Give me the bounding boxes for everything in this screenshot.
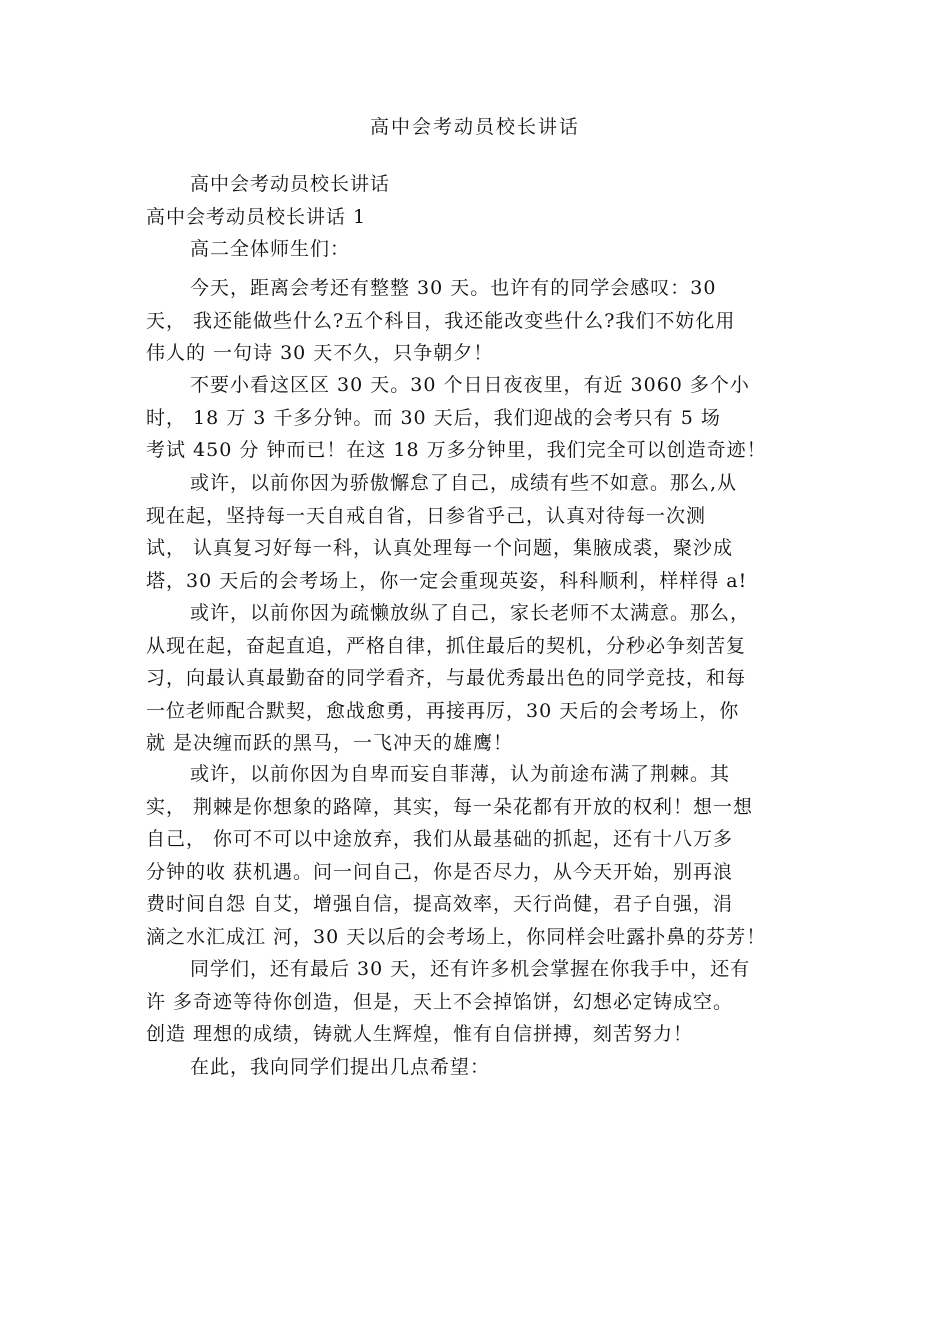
paragraph-line: 不要小看这区区 30 天。30 个日日夜夜里，有近 3060 多个小 xyxy=(190,374,750,396)
paragraph-line: 塔，30 天后的会考场上，你一定会重现英姿，科科顺利，样样得 a! xyxy=(146,569,748,592)
paragraph-3 xyxy=(146,467,826,597)
paragraph-line: 从现在起，奋起直追，严格自律，抓住最后的契机，分秒必争刻苦复 xyxy=(146,634,747,657)
paragraph-6 xyxy=(146,953,826,1083)
document-heading: 高中会考动员校长讲话 xyxy=(190,173,391,195)
paragraph-line: 时， 18 万 3 千多分钟。而 30 天后，我们迎战的会考只有 5 场 xyxy=(146,406,721,429)
paragraph-line: 天， 我还能做些什么?五个科目，我还能改变些什么?我们不妨化用 xyxy=(146,309,736,332)
paragraph-1 xyxy=(146,272,826,370)
paragraph-line: 滴之水汇成江 河，30 天以后的会考场上，你同样会吐露扑鼻的芬芳！ xyxy=(146,925,767,948)
paragraph-line: 伟人的 一句诗 30 天不久，只争朝夕！ xyxy=(146,342,494,364)
paragraph-4 xyxy=(146,597,826,760)
salutation: 高二全体师生们： xyxy=(190,238,351,260)
paragraph-line: 同学们，还有最后 30 天，还有许多机会掌握在你我手中，还有 xyxy=(190,958,751,980)
paragraph-line: 或许，以前你因为疏懒放纵了自己，家长老师不太满意。那么， xyxy=(190,602,751,624)
paragraph-line: 一位老师配合默契，愈战愈勇，再接再厉，30 天后的会考场上，你 xyxy=(146,699,740,722)
paragraph-line: 或许，以前你因为自卑而妄自菲薄，认为前途布满了荆棘。其 xyxy=(190,763,731,785)
paragraph-5 xyxy=(146,758,826,953)
paragraph-line: 创造 理想的成绩，铸就人生辉煌，惟有自信拼搏，刻苦努力！ xyxy=(146,1023,694,1045)
paragraph-line: 实， 荆棘是你想象的路障，其实，每一朵花都有开放的权利！想一想 xyxy=(146,795,754,818)
paragraph-line: 考试 450 分 钟而已！在这 18 万多分钟里，我们完全可以创造奇迹！ xyxy=(146,439,767,461)
paragraph-line: 或许，以前你因为骄傲懈怠了自己，成绩有些不如意。那么,从 xyxy=(190,472,738,494)
intro-block xyxy=(146,168,826,266)
paragraph-line: 分钟的收 获机遇。问一问自己，你是否尽力，从今天开始，别再浪 xyxy=(146,860,734,883)
paragraph-line: 许 多奇迹等待你创造，但是，天上不会掉馅饼，幻想必定铸成空。 xyxy=(146,990,734,1013)
paragraph-line: 习，向最认真最勤奋的同学看齐，与最优秀最出色的同学竞技，和每 xyxy=(146,667,747,689)
paragraph-line: 试， 认真复习好每一科，认真处理每一个问题，集腋成裘，聚沙成 xyxy=(146,537,734,559)
closing-line: 在此，我向同学们提出几点希望： xyxy=(190,1055,491,1078)
document-subheading: 高中会考动员校长讲话 1 xyxy=(146,205,367,228)
paragraph-line: 现在起，坚持每一天自戒自省，日参省乎己，认真对待每一次测 xyxy=(146,504,707,527)
paragraph-line: 就 是决缠而跃的黑马，一飞冲天的雄鹰！ xyxy=(146,732,514,754)
page-title: 高中会考动员校长讲话 xyxy=(369,116,580,138)
paragraph-line: 今天，距离会考还有整整 30 天。也许有的同学会感叹：30 xyxy=(190,277,717,299)
paragraph-2 xyxy=(146,369,826,467)
paragraph-line: 费时间自怨 自艾，增强自信，提高效率，天行尚健，君子自强，涓 xyxy=(146,893,734,915)
paragraph-line: 自己， 你可不可以中途放弃，我们从最基础的抓起，还有十八万多 xyxy=(146,828,734,850)
